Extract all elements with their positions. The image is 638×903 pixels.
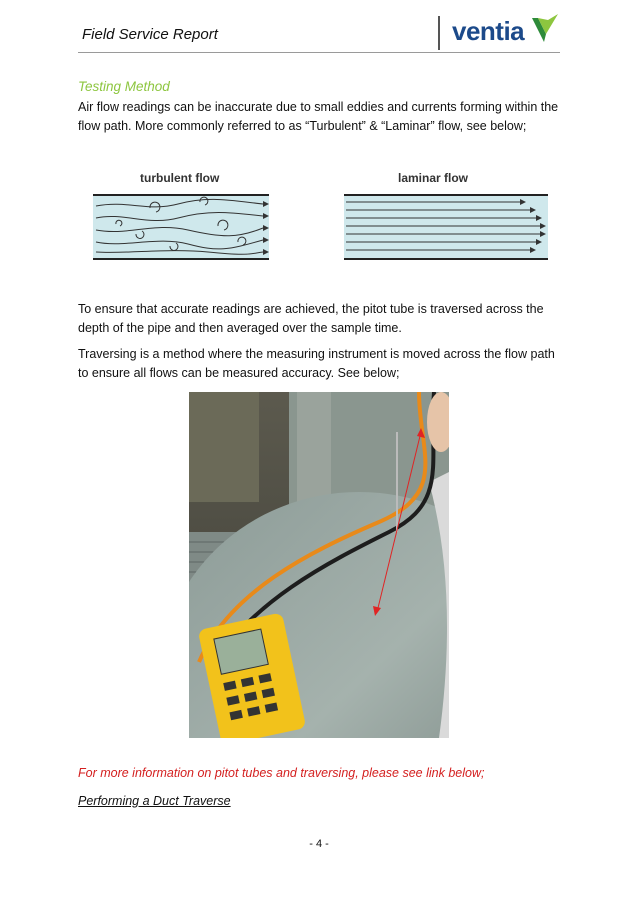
laminar-pipe <box>344 196 548 258</box>
flow-diagram <box>78 160 562 280</box>
header-divider <box>78 52 560 53</box>
logo-divider <box>438 16 440 50</box>
duct-traverse-link[interactable]: Performing a Duct Traverse <box>78 794 231 808</box>
report-title: Field Service Report <box>82 26 218 43</box>
ventia-logo <box>438 12 562 52</box>
turbulent-pipe <box>93 196 269 258</box>
more-info-note: For more information on pitot tubes and traversing, please see link below; <box>78 766 485 780</box>
duct-traverse-photo <box>189 392 449 738</box>
logo-wordmark: ventia <box>452 16 525 46</box>
section-heading: Testing Method <box>78 79 170 94</box>
leaf-logo-icon <box>530 12 560 46</box>
page-number: - 4 - <box>309 838 329 850</box>
intro-paragraph: Air flow readings can be inaccurate due to small eddies and currents forming within the flow path. More commonly referred to as “Turbulent” & “Laminar” flow, see below; <box>78 100 559 133</box>
traverse-paragraph: To ensure that accurate readings are achieved, the pitot tube is traversed across the depth of the pipe and then averaged over the sample time. <box>78 302 544 335</box>
traversing-definition: Traversing is a method where the measuring instrument is moved across the flow path to ensure all flows can be measured accuracy. See below; <box>78 347 555 380</box>
laminar-flow-label: laminar flow <box>398 171 469 185</box>
turbulent-flow-label: turbulent flow <box>140 171 220 185</box>
